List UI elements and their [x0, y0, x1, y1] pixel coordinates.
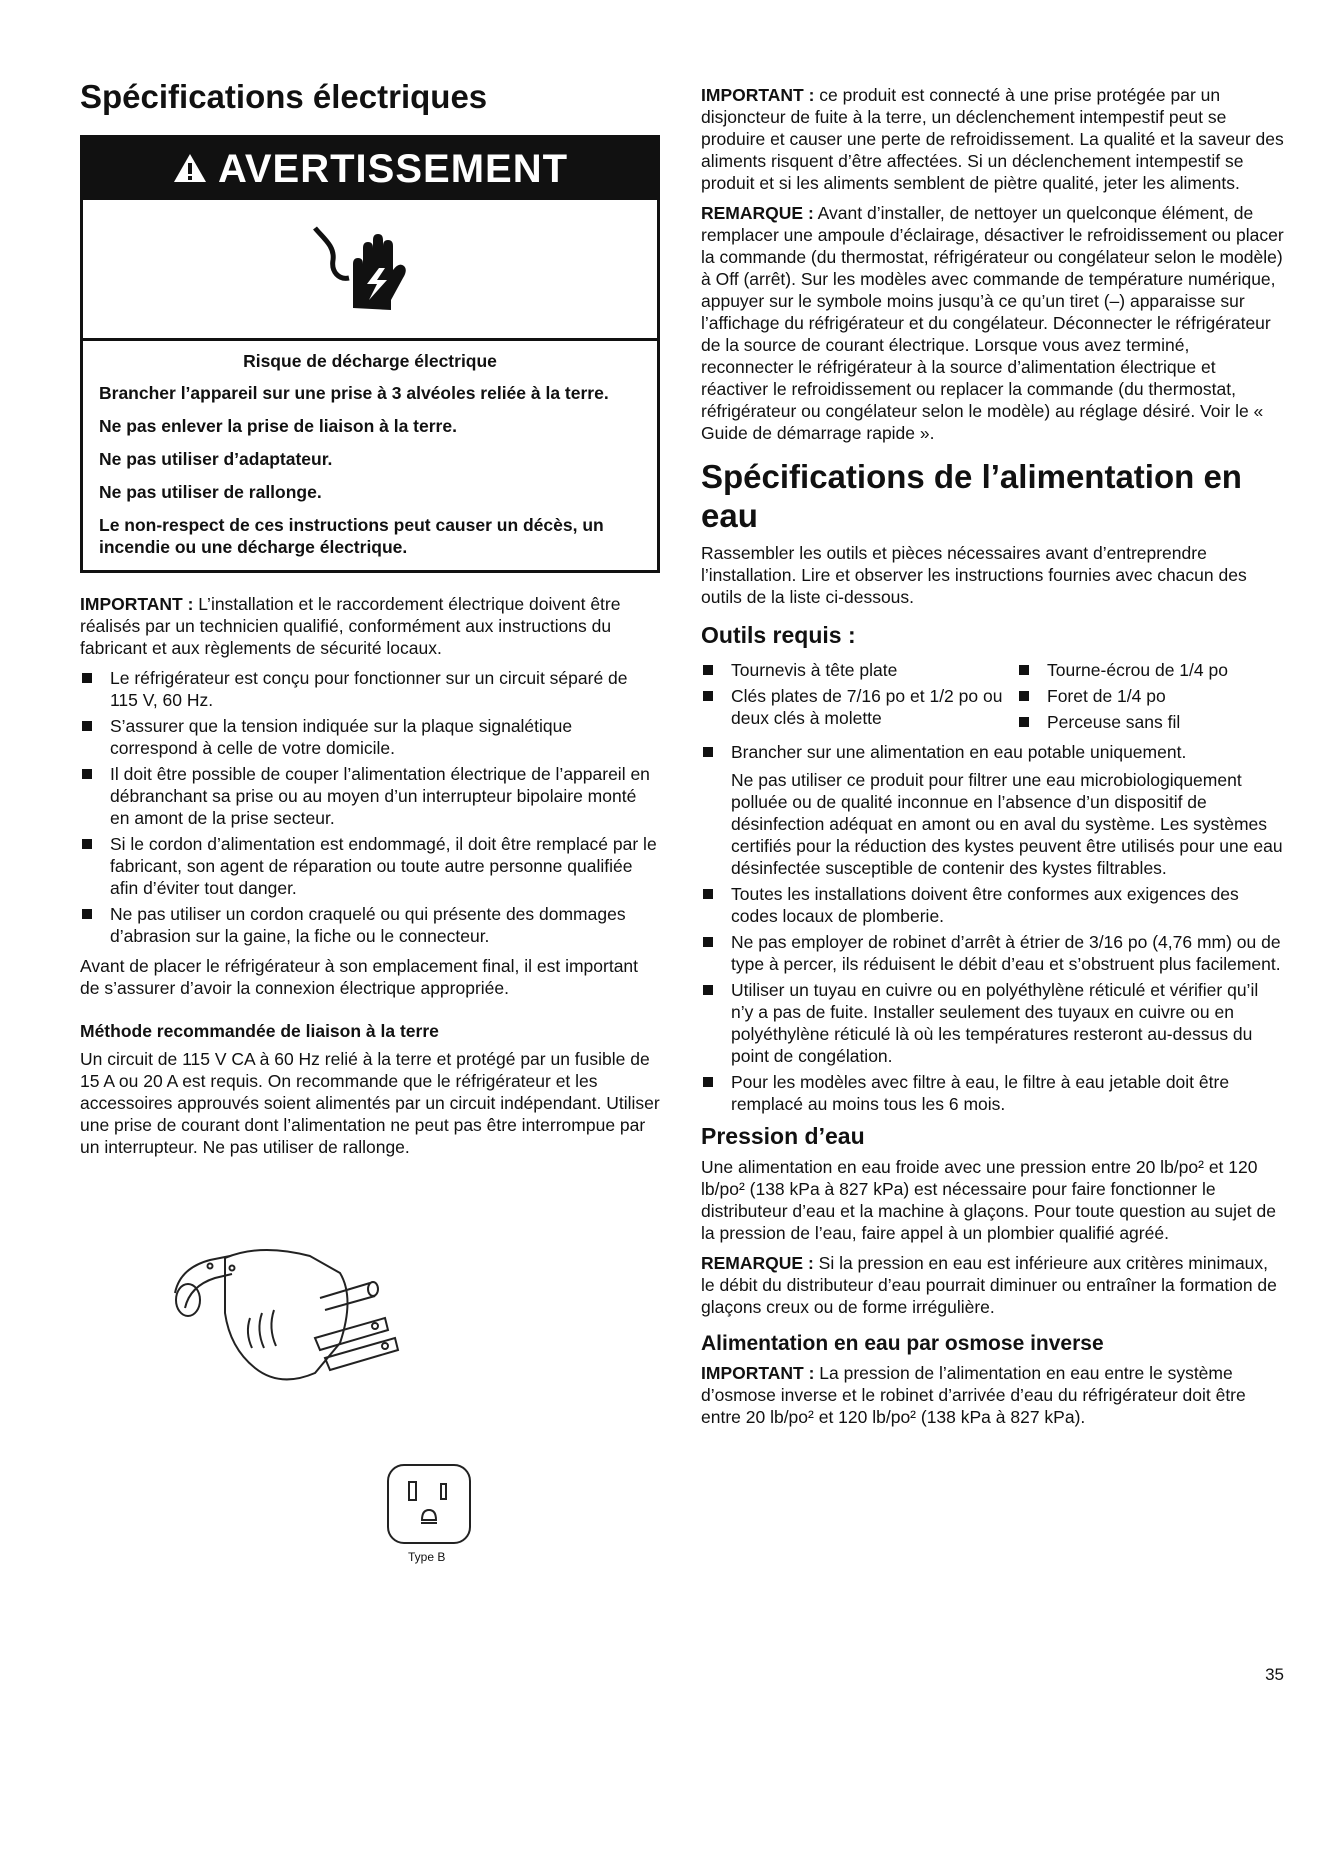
important-text: L’installation et le raccordement électrique doivent être réalisés par un technicien qualifié, conformément aux instructions du fabricant et aux règlements de sécurité locaux. — [80, 593, 621, 658]
water-pressure-title: Pression d’eau — [701, 1122, 865, 1149]
list-item: Toutes les installations doivent être conformes aux exigences des codes locaux de plomberie. — [701, 883, 1284, 927]
reverse-osmosis-title: Alimentation en eau par osmose inverse — [701, 1331, 1104, 1355]
left-column — [80, 78, 660, 1166]
important-paragraph — [80, 593, 660, 659]
warning-header — [83, 138, 657, 200]
warning-line: Ne pas enlever la prise de liaison à la terre. — [99, 415, 457, 436]
remarque-paragraph — [701, 202, 1284, 444]
gfci-important-paragraph — [701, 84, 1284, 194]
electric-shock-hand-icon — [283, 208, 453, 333]
water-specs-title: Spécifications de l’alimentation en eau — [701, 458, 1242, 534]
list-item: Perceuse sans fil — [1017, 711, 1277, 733]
warning-line: Ne pas utiliser d’adaptateur. — [99, 448, 333, 469]
warning-icon-area — [83, 200, 657, 341]
tools-column-2 — [1017, 659, 1277, 737]
warning-header-text: AVERTISSEMENT — [217, 146, 569, 191]
remarque-text: Si la pression en eau est inférieure aux critères minimaux, le débit du distributeur d’eau pourrait diminuer ou entraîner la formation de glaçons creux ou de forme irrégulière. — [701, 1252, 1277, 1317]
list-item: S’assurer que la tension indiquée sur la plaque signalétique correspond à celle de votre domicile. — [80, 715, 660, 759]
tools-list — [701, 659, 1284, 737]
remarque-text: Avant d’installer, de nettoyer un quelconque élément, de remplacer une ampoule d’éclairage, désactiver le refroidissement ou placer la commande (du thermostat, réfrigérateur ou congélateur selon le modèle) à Off (arrêt). Sur les modèles avec commande de température numérique, appuyer sur le symbole moins jusqu’à ce qu’un tiret (–) apparaisse sur l’affichage du réfrigérateur et du congélateur. Déconnecter le réfrigérateur de la source de courant électrique. Lorsque vous avez terminé, reconnecter le réfrigérateur à la source d’alimentation électrique et réactiver le refroidissement ou replacer la commande (du thermostat, réfrigérateur ou congélateur selon le modèle) au réglage désiré. Voir le « Guide de démarrage rapide ». — [701, 203, 1284, 443]
outlet-caption: Type B — [408, 1550, 446, 1564]
warning-line: Ne pas utiliser de rallonge. — [99, 481, 322, 502]
warning-triangle-icon — [172, 140, 208, 202]
list-item: Il doit être possible de couper l’alimentation électrique de l’appareil en débranchant sa prise ou au moyen d’un interrupteur bipolaire monté en amont de la prise secteur. — [80, 763, 660, 829]
warning-body — [83, 341, 657, 570]
list-item-subtext: Ne pas utiliser ce produit pour filtrer une eau microbiologiquement polluée ou de qualité inconnue en l’absence d’un dispositif de désinfection adéquat en amont ou en aval du système. Les systèmes certifiés pour la réduction des kystes peuvent être utilisés pour une eau désinfectée susceptible de contenir des kystes filtrables. — [731, 769, 1283, 878]
warning-box — [80, 135, 660, 573]
list-item: Foret de 1/4 po — [1017, 685, 1277, 707]
remarque-paragraph — [701, 1252, 1284, 1318]
grounded-plug-illustration — [170, 1238, 440, 1418]
list-item — [701, 741, 1284, 879]
list-item: Clés plates de 7/16 po et 1/2 po ou deux clés à molette — [701, 685, 1017, 729]
tools-title: Outils requis : — [701, 621, 856, 648]
important-text: ce produit est connecté à une prise protégée par un disjoncteur de fuite à la terre, un déclenchement intempestif peut se produire et causer une perte de refroidissement. La qualité et la saveur des aliments risquent d’être affectées. Si un déclenchement intempestif se produit et si les aliments semblent de piètre qualité, jeter les aliments. — [701, 85, 1284, 193]
water-intro-paragraph: Rassembler les outils et pièces nécessaires avant d’entreprendre l’installation. Lire et observer les instructions fournies avec chacun des outils de la liste ci-dessous. — [701, 542, 1247, 607]
grounding-method-title: Méthode recommandée de liaison à la terre — [80, 1020, 439, 1041]
reverse-osmosis-paragraph — [701, 1362, 1284, 1428]
important-label: IMPORTANT : — [80, 593, 194, 614]
water-pressure-paragraph: Une alimentation en eau froide avec une pression entre 20 lb/po² et 120 lb/po² (138 kPa à 827 kPa) est nécessaire pour faire fonctionner le distributeur d’eau et la machine à glaçons. Pour toute question au sujet de la pression de l’eau, faire appel à un plombier qualifié agréé. — [701, 1156, 1276, 1243]
warning-line: Le non-respect de ces instructions peut causer un décès, un incendie ou une décharge électrique. — [99, 514, 604, 557]
electrical-bullet-list — [80, 667, 660, 947]
electrical-specs-title: Spécifications électriques — [80, 78, 488, 115]
outlet-icon — [385, 1462, 473, 1546]
important-label: IMPORTANT : — [701, 1362, 815, 1383]
grounding-method-paragraph: Un circuit de 115 V CA à 60 Hz relié à la terre et protégé par un fusible de 15 A ou 20 A est requis. On recommande que le réfrigérateur et les accessoires approuvés soient alimentés par un circuit indépendant. Utiliser une prise de courant dont l’alimentation ne peut pas être interrompue par un interrupteur. Ne pas utiliser de rallonge. — [80, 1048, 660, 1157]
type-b-outlet-illustration — [385, 1462, 473, 1551]
warning-line: Brancher l’appareil sur une prise à 3 alvéoles reliée à la terre. — [99, 382, 609, 403]
list-item: Ne pas employer de robinet d’arrêt à étrier de 3/16 po (4,76 mm) ou de type à percer, ils réduisent le débit d’eau et s’obstruent plus facilement. — [701, 931, 1284, 975]
warning-risk-title: Risque de décharge électrique — [243, 350, 497, 371]
list-item: Si le cordon d’alimentation est endommagé, il doit être remplacé par le fabricant, son agent de réparation ou toute autre personne qualifiée afin d’éviter tout danger. — [80, 833, 660, 899]
tools-column-1 — [701, 659, 1017, 737]
list-item: Le réfrigérateur est conçu pour fonctionner sur un circuit séparé de 115 V, 60 Hz. — [80, 667, 660, 711]
list-item: Tourne-écrou de 1/4 po — [1017, 659, 1277, 681]
before-placement-paragraph: Avant de placer le réfrigérateur à son emplacement final, il est important de s’assurer d’avoir la connexion électrique appropriée. — [80, 955, 639, 998]
three-prong-plug-icon — [170, 1238, 440, 1413]
remarque-label: REMARQUE : — [701, 203, 814, 223]
list-item: Tournevis à tête plate — [701, 659, 1017, 681]
list-item-text: Brancher sur une alimentation en eau potable uniquement. — [731, 741, 1187, 762]
important-text: La pression de l’alimentation en eau entre le système d’osmose inverse et le robinet d’arrivée d’eau du réfrigérateur doit être entre 20 lb/po² et 120 lb/po² (138 kPa à 827 kPa). — [701, 1362, 1246, 1427]
water-bullet-list — [701, 741, 1284, 1115]
list-item: Ne pas utiliser un cordon craquelé ou qui présente des dommages d’abrasion sur la gaine, la fiche ou le connecteur. — [80, 903, 660, 947]
important-label: IMPORTANT : — [701, 85, 815, 105]
right-column — [701, 84, 1284, 1436]
page-number: 35 — [1265, 1665, 1284, 1684]
list-item: Pour les modèles avec filtre à eau, le filtre à eau jetable doit être remplacé au moins tous les 6 mois. — [701, 1071, 1284, 1115]
list-item: Utiliser un tuyau en cuivre ou en polyéthylène réticulé et vérifier qu’il n’y a pas de fuite. Installer seulement des tuyaux en cuivre ou en polyéthylène réticulé là où les températures resteront au-dessus du point de congélation. — [701, 979, 1284, 1067]
remarque-label: REMARQUE : — [701, 1252, 814, 1273]
